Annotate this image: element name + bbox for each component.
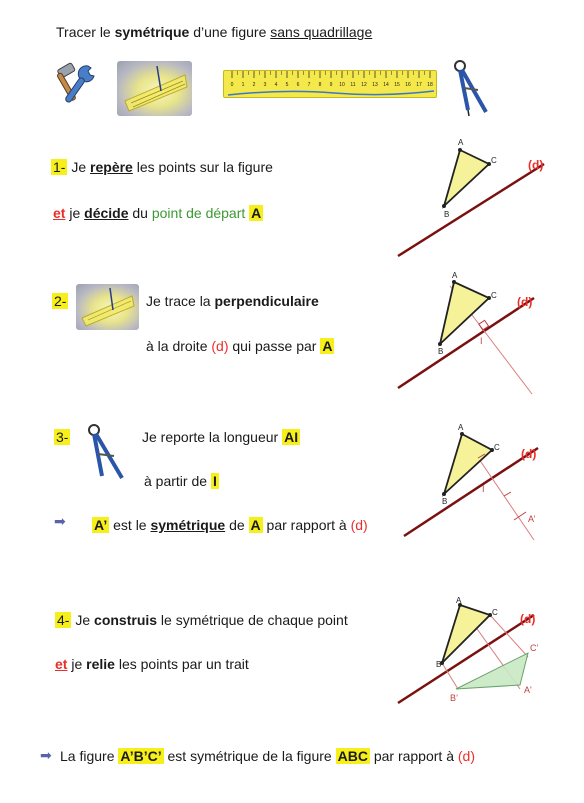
point-a-prime-badge: A’	[94, 517, 108, 533]
ruler-number: 17	[416, 82, 422, 88]
figure-step3	[384, 410, 584, 560]
label-c: C	[492, 608, 498, 617]
step2-line2	[146, 337, 334, 355]
label-b: B	[444, 210, 450, 219]
text: du	[128, 205, 152, 221]
figure-step2	[384, 262, 584, 412]
ruler-number: 1	[241, 82, 245, 88]
text: le symétrique de chaque point	[157, 612, 348, 628]
text: à partir de	[144, 473, 211, 489]
keyword-et: et	[53, 205, 66, 221]
step2-line1	[146, 292, 319, 310]
label-i: I	[480, 336, 483, 346]
ruler-number: 2	[252, 82, 256, 88]
text: à la droite	[146, 338, 212, 354]
label-i: I	[482, 484, 485, 494]
keyword-repere: repère	[90, 159, 133, 175]
line-d-ref: (d)	[457, 748, 475, 764]
ruler-number: 3	[263, 82, 267, 88]
title-prefix: Tracer le	[56, 24, 115, 40]
label-b: B	[438, 347, 444, 356]
text: par rapport à	[369, 748, 458, 764]
label-b: B	[442, 497, 448, 506]
title-underlined: sans quadrillage	[270, 24, 373, 40]
keyword-relie: relie	[86, 656, 115, 672]
label-d: (d)	[520, 612, 536, 626]
label-a: A	[458, 423, 464, 432]
ruler-number: 9	[329, 82, 333, 88]
text: je	[67, 656, 87, 672]
ruler-number: 12	[361, 82, 367, 88]
label-c: C	[491, 291, 497, 300]
label-d: (d)	[517, 295, 533, 309]
label-c: C	[494, 443, 500, 452]
point-a-badge: A	[250, 517, 261, 533]
ruler-number: 7	[307, 82, 311, 88]
text: qui passe par	[228, 338, 321, 354]
keyword-decide: décide	[84, 205, 129, 221]
keyword-construis: construis	[94, 612, 158, 628]
step3-line1	[142, 428, 300, 446]
ruler-number: 8	[318, 82, 322, 88]
ruler-number: 13	[372, 82, 378, 88]
label-d: (d)	[521, 447, 537, 461]
label-c: C	[491, 156, 497, 165]
start-point-text: point de départ	[151, 205, 246, 221]
step2-number	[52, 292, 68, 310]
step3-number-text: 3-	[56, 429, 69, 445]
step4-line1	[55, 611, 348, 629]
keyword-perpendiculaire: perpendiculaire	[214, 293, 319, 309]
text: Je	[67, 159, 91, 175]
step4-number: 4-	[57, 612, 70, 628]
label-c-prime: C’	[530, 643, 539, 653]
text: La figure	[60, 748, 119, 764]
point-a-badge: A	[251, 205, 262, 221]
ruler-image	[223, 70, 437, 98]
figure-prime-badge: A’B’C’	[120, 748, 162, 764]
text: Je reporte la longueur	[142, 429, 283, 445]
text: je	[65, 205, 85, 221]
figure-abc-badge: ABC	[337, 748, 368, 764]
ruler-number: 10	[339, 82, 345, 88]
text: Je trace la	[146, 293, 215, 309]
ruler-number: 11	[350, 82, 356, 88]
segment-ai-badge: AI	[284, 429, 299, 445]
compass-icon-small	[78, 420, 128, 484]
set-square-photo-small	[76, 284, 139, 330]
figure-step4	[384, 585, 584, 735]
step4-line2	[55, 655, 249, 673]
ruler-number: 4	[274, 82, 278, 88]
label-d: (d)	[528, 158, 544, 172]
label-a: A	[456, 596, 462, 605]
step2-number-text: 2-	[54, 293, 67, 309]
ruler-number: 5	[285, 82, 289, 88]
text: les points par un trait	[114, 656, 249, 672]
figure-step1	[384, 120, 584, 270]
line-d-ref: (d)	[350, 517, 368, 533]
ruler-number: 18	[427, 82, 433, 88]
text: par rapport à	[262, 517, 351, 533]
line-d-ref: (d)	[211, 338, 229, 354]
keyword-et: et	[55, 656, 68, 672]
text: est symétrique de la figure	[163, 748, 336, 764]
ruler-number: 16	[405, 82, 411, 88]
text: de	[225, 517, 249, 533]
step3-line3	[92, 516, 368, 534]
label-a-prime: A'	[524, 685, 532, 695]
ruler-number: 14	[383, 82, 389, 88]
compass-icon	[442, 56, 492, 118]
label-b-prime: B’	[450, 693, 459, 703]
conclusion	[60, 747, 475, 765]
point-a-badge: A	[322, 338, 333, 354]
step3-number	[54, 428, 70, 446]
label-a: A	[458, 138, 464, 147]
text: est le	[109, 517, 151, 533]
ruler-number: 15	[394, 82, 400, 88]
label-a-prime: A’	[528, 514, 536, 524]
label-a: A	[452, 271, 458, 280]
title-bold: symétrique	[114, 24, 190, 40]
ruler-number: 6	[296, 82, 300, 88]
ruler-number: 0	[230, 82, 234, 88]
arrow-icon: ➡	[40, 747, 52, 763]
step3-line2	[144, 472, 219, 490]
step1-line1	[51, 158, 273, 176]
tools-icon	[52, 62, 100, 106]
title-middle: d’une figure	[189, 24, 271, 40]
step1-line2	[53, 204, 263, 222]
text: Je	[71, 612, 95, 628]
step1-number: 1-	[53, 159, 66, 175]
set-square-photo	[117, 61, 192, 116]
page-title	[56, 23, 372, 41]
label-b: B	[436, 660, 442, 669]
point-i-badge: I	[212, 473, 217, 489]
keyword-symetrique: symétrique	[150, 517, 226, 533]
text: les points sur la figure	[132, 159, 273, 175]
arrow-icon: ➡	[54, 513, 66, 529]
ruler-wave	[228, 91, 434, 95]
